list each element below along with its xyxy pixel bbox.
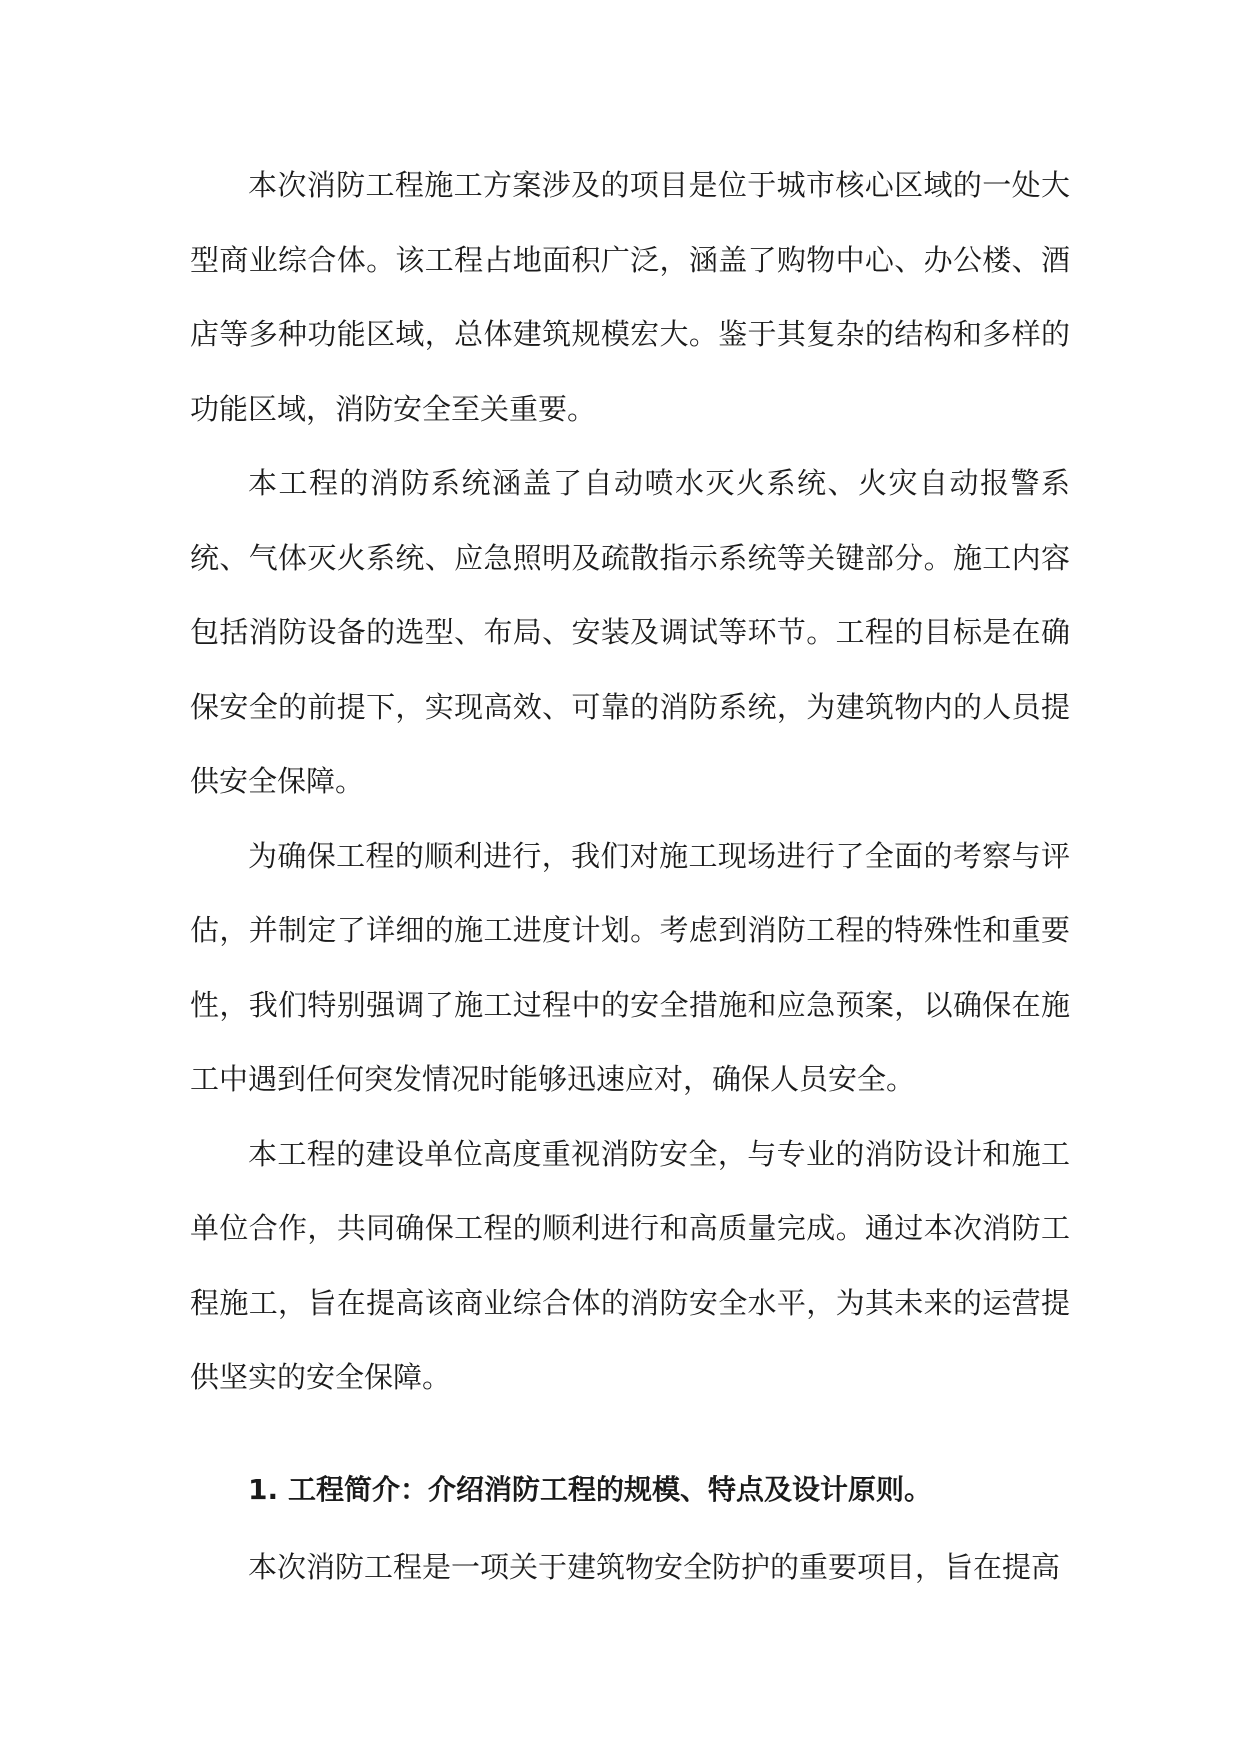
section-number: 1. [248,1472,279,1506]
document-body [190,148,1070,1604]
section-heading [190,1415,1070,1526]
body-paragraph-2: 本工程的消防系统涵盖了自动喷水灭火系统、火灾自动报警系统、气体灭火系统、应急照明及疏散指示系统等关键部分。施工内容包括消防设备的选型、布局、安装及调试等环节。工程的目标是在确保安全的前提下，实现高效、可靠的消防系统，为建筑物内的人员提供安全保障。 [190,466,1070,798]
body-paragraph-3: 为确保工程的顺利进行，我们对施工现场进行了全面的考察与评估，并制定了详细的施工进度计划。考虑到消防工程的特殊性和重要性，我们特别强调了施工过程中的安全措施和应急预案，以确保在施工中遇到任何突发情况时能够迅速应对，确保人员安全。 [190,838,1070,1096]
body-paragraph-4: 本工程的建设单位高度重视消防安全，与专业的消防设计和施工单位合作，共同确保工程的顺利进行和高质量完成。通过本次消防工程施工，旨在提高该商业综合体的消防安全水平，为其未来的运营提供坚实的安全保障。 [190,1136,1070,1394]
section-paragraph: 本次消防工程是一项关于建筑物安全防护的重要项目，旨在提高 [248,1549,1061,1584]
body-paragraph-1: 本次消防工程施工方案涉及的项目是位于城市核心区域的一处大型商业综合体。该工程占地面积广泛，涵盖了购物中心、办公楼、酒店等多种功能区域，总体建筑规模宏大。鉴于其复杂的结构和多样的功能区域，消防安全至关重要。 [190,168,1070,426]
section-title: 工程简介：介绍消防工程的规模、特点及设计原则。 [288,1472,933,1506]
